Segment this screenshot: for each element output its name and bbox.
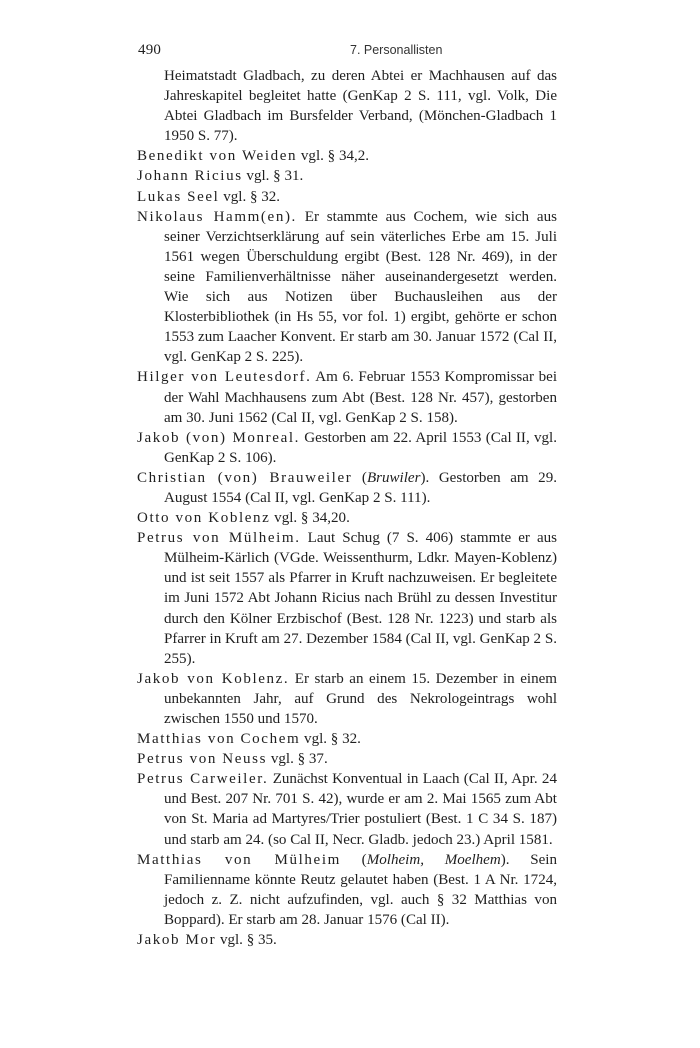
document-body bbox=[137, 66, 557, 950]
latin-name-variant: Molheim, Moelhem bbox=[366, 851, 501, 868]
list-entry bbox=[137, 769, 557, 849]
list-entry bbox=[137, 428, 557, 468]
person-name: Petrus von Neuss bbox=[137, 751, 268, 768]
entry-text: vgl. § 37. bbox=[267, 751, 328, 768]
person-name: Petrus von Mülheim. bbox=[137, 530, 301, 547]
entry-text: Er starb an einem 15. Dezember in einem unbekannten Jahr, auf Grund des Nekrologeintrags wohl zwischen 1550 und 1570. bbox=[164, 670, 557, 727]
entry-text: Gestorben am 22. April 1553 (Cal II, vgl. GenKap 2 S. 106). bbox=[164, 429, 557, 466]
list-entry bbox=[137, 528, 557, 669]
entry-text: vgl. § 31. bbox=[242, 168, 304, 185]
person-name: Jakob (von) Monreal. bbox=[137, 429, 300, 446]
person-name: Benedikt von Weiden bbox=[137, 148, 298, 165]
list-entry bbox=[137, 729, 557, 749]
list-entry bbox=[137, 207, 557, 368]
list-entry bbox=[137, 669, 557, 729]
entry-text: vgl. § 35. bbox=[216, 932, 277, 949]
list-entry bbox=[137, 187, 557, 207]
entry-text: vgl. § 34,20. bbox=[270, 510, 350, 527]
list-entry bbox=[137, 508, 557, 528]
person-name: Jakob Mor bbox=[137, 932, 217, 949]
list-entry bbox=[137, 367, 557, 427]
entry-text: Er stammte aus Cochem, wie sich aus seiner Verzichtserklärung auf sein väterliches Erbe am 15. Juli 1561 wegen Überschuldung ergibt (Best. 128 Nr. 469), in der seine Familienverhältnisse näher auseinandergesetzt werden. Wie sich aus Notizen über Buchausleihen aus der Klosterbibliothek (in Hs 55, vor fol. 1) ergibt, gehörte er schon 1553 zum Laacher Konvent. Er starb am 30. Januar 1572 (Cal II, vgl. GenKap 2 S. 225). bbox=[164, 208, 557, 366]
page-header bbox=[138, 42, 558, 62]
entry-text: Heimatstadt Gladbach, zu deren Abtei er Machhausen auf das Jahreskapitel begleitet hatte (GenKap 2 S. 111, vgl. Volk, Die Abtei Gladbach im Bursfelder Verband, (Mönchen-Gladbach 1 1950 S. 77). bbox=[164, 68, 557, 145]
page-number: 490 bbox=[138, 42, 162, 58]
list-entry bbox=[137, 146, 557, 166]
entry-text: Am 6. Februar 1553 Kompromissar bei der Wahl Machhausens zum Abt (Best. 128 Nr. 457), gestorben am 30. Juni 1562 (Cal II, vgl. GenKap 2 S. 158). bbox=[164, 369, 558, 426]
person-name: Hilger von Leutesdorf. bbox=[137, 369, 312, 386]
person-name: Johann Ricius bbox=[137, 168, 243, 185]
running-head: 7. Personallisten bbox=[350, 43, 443, 57]
list-entry bbox=[137, 66, 557, 146]
person-name: Christian (von) Brauweiler bbox=[137, 469, 353, 486]
person-name: Jakob von Koblenz. bbox=[137, 670, 290, 687]
person-name: Matthias von Cochem bbox=[137, 731, 301, 748]
entry-text: . Sein Familienname könnte Reutz gelautet haben (Best. 1 A Nr. 1724, jedoch z. Z. nicht aufzufinden, vgl. auch § 32 Matthias von Boppard). Er starb am 28. Januar 1576 (Cal II). bbox=[164, 851, 557, 928]
person-name: Nikolaus Hamm(en). bbox=[137, 208, 297, 225]
entry-text: vgl. § 32. bbox=[300, 731, 361, 748]
person-name: Matthias von Mülheim bbox=[137, 851, 341, 868]
entry-text: Laut Schug (7 S. 406) stammte er aus Mülheim-Kärlich (VGde. Weissenthurm, Ldkr. Mayen-Koblenz) und ist seit 1557 als Pfarrer in Kruft nachzuweisen. Er begleitete im Juni 1572 Abt Johann Ricius nach Brühl zu dessen Investitur durch den Kölner Erzbischof (Best. 128 Nr. 1223) und starb als Pfarrer in Kruft am 27. Dezember 1584 (Cal II, vgl. GenKap 2 S. 255). bbox=[164, 530, 558, 667]
person-name: Otto von Koblenz bbox=[137, 510, 271, 527]
person-name: Lukas Seel bbox=[137, 188, 220, 205]
list-entry: Christian (von) Brauweiler (Bruwiler). Gestorben am 29. August 1554 (Cal II, vgl. GenKap 2 S. 111). bbox=[137, 469, 557, 506]
list-entry bbox=[137, 749, 557, 769]
list-entry bbox=[137, 930, 557, 950]
entry-text: . Gestorben am 29. August 1554 (Cal II, vgl. GenKap 2 S. 111). bbox=[164, 469, 557, 506]
list-entry: Matthias von Mülheim (Molheim, Moelhem). Sein Familienname könnte Reutz gelautet haben (Best. 1 A Nr. 1724, jedoch z. Z. nicht aufzufinden, vgl. auch § 32 Matthias von Boppard). Er starb am 28. Januar 1576 (Cal II). bbox=[137, 851, 557, 928]
list-entry bbox=[137, 166, 557, 186]
person-name: Petrus Carweiler. bbox=[137, 771, 269, 788]
entry-text: vgl. § 32. bbox=[219, 188, 281, 205]
latin-name-variant: Bruwiler bbox=[366, 469, 421, 486]
entry-text: vgl. § 34,2. bbox=[297, 148, 370, 165]
entry-text: Zunächst Konventual in Laach (Cal II, Apr. 24 und Best. 207 Nr. 701 S. 42), wurde er am 2. Mai 1565 zum Abt von St. Maria ad Martyres/Trier postuliert (Best. 1 C 34 S. 187) und starb am 24. (so Cal II, Necr. Gladb. jedoch 23.) April 1581. bbox=[164, 771, 557, 848]
